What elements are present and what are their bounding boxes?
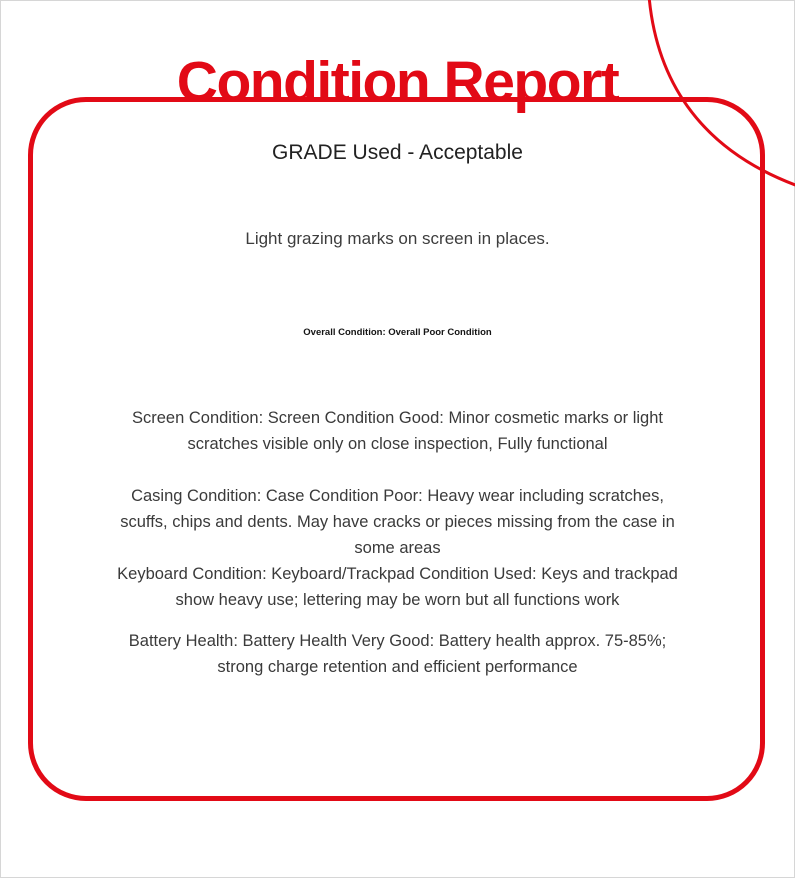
overall-condition-line: Overall Condition: Overall Poor Condition bbox=[303, 327, 492, 338]
battery-health-section bbox=[40, 628, 755, 680]
casing-condition-line: some areas bbox=[354, 539, 441, 557]
keyboard-condition-line: show heavy use; lettering may be worn but all functions work bbox=[175, 591, 620, 609]
page-title: Condition Report bbox=[176, 50, 619, 115]
keyboard-condition-line: Keyboard Condition: Keyboard/Trackpad Condition Used: Keys and trackpad bbox=[117, 565, 678, 583]
screen-condition-line: scratches visible only on close inspection, Fully functional bbox=[187, 435, 608, 453]
battery-health-line: Battery Health: Battery Health Very Good: Battery health approx. 75-85%; bbox=[128, 632, 667, 650]
summary-note: Light grazing marks on screen in places. bbox=[245, 229, 550, 248]
battery-health-line: strong charge retention and efficient performance bbox=[217, 658, 578, 676]
casing-condition-section bbox=[40, 483, 755, 561]
casing-condition-line: scuffs, chips and dents. May have cracks or pieces missing from the case in bbox=[120, 513, 675, 531]
casing-condition-line: Casing Condition: Case Condition Poor: Heavy wear including scratches, bbox=[131, 487, 664, 505]
screen-condition-line: Screen Condition: Screen Condition Good: Minor cosmetic marks or light bbox=[132, 409, 663, 427]
keyboard-condition-section bbox=[40, 561, 755, 613]
screen-condition-section bbox=[40, 405, 755, 457]
grade-heading: GRADE Used - Acceptable bbox=[272, 141, 523, 164]
